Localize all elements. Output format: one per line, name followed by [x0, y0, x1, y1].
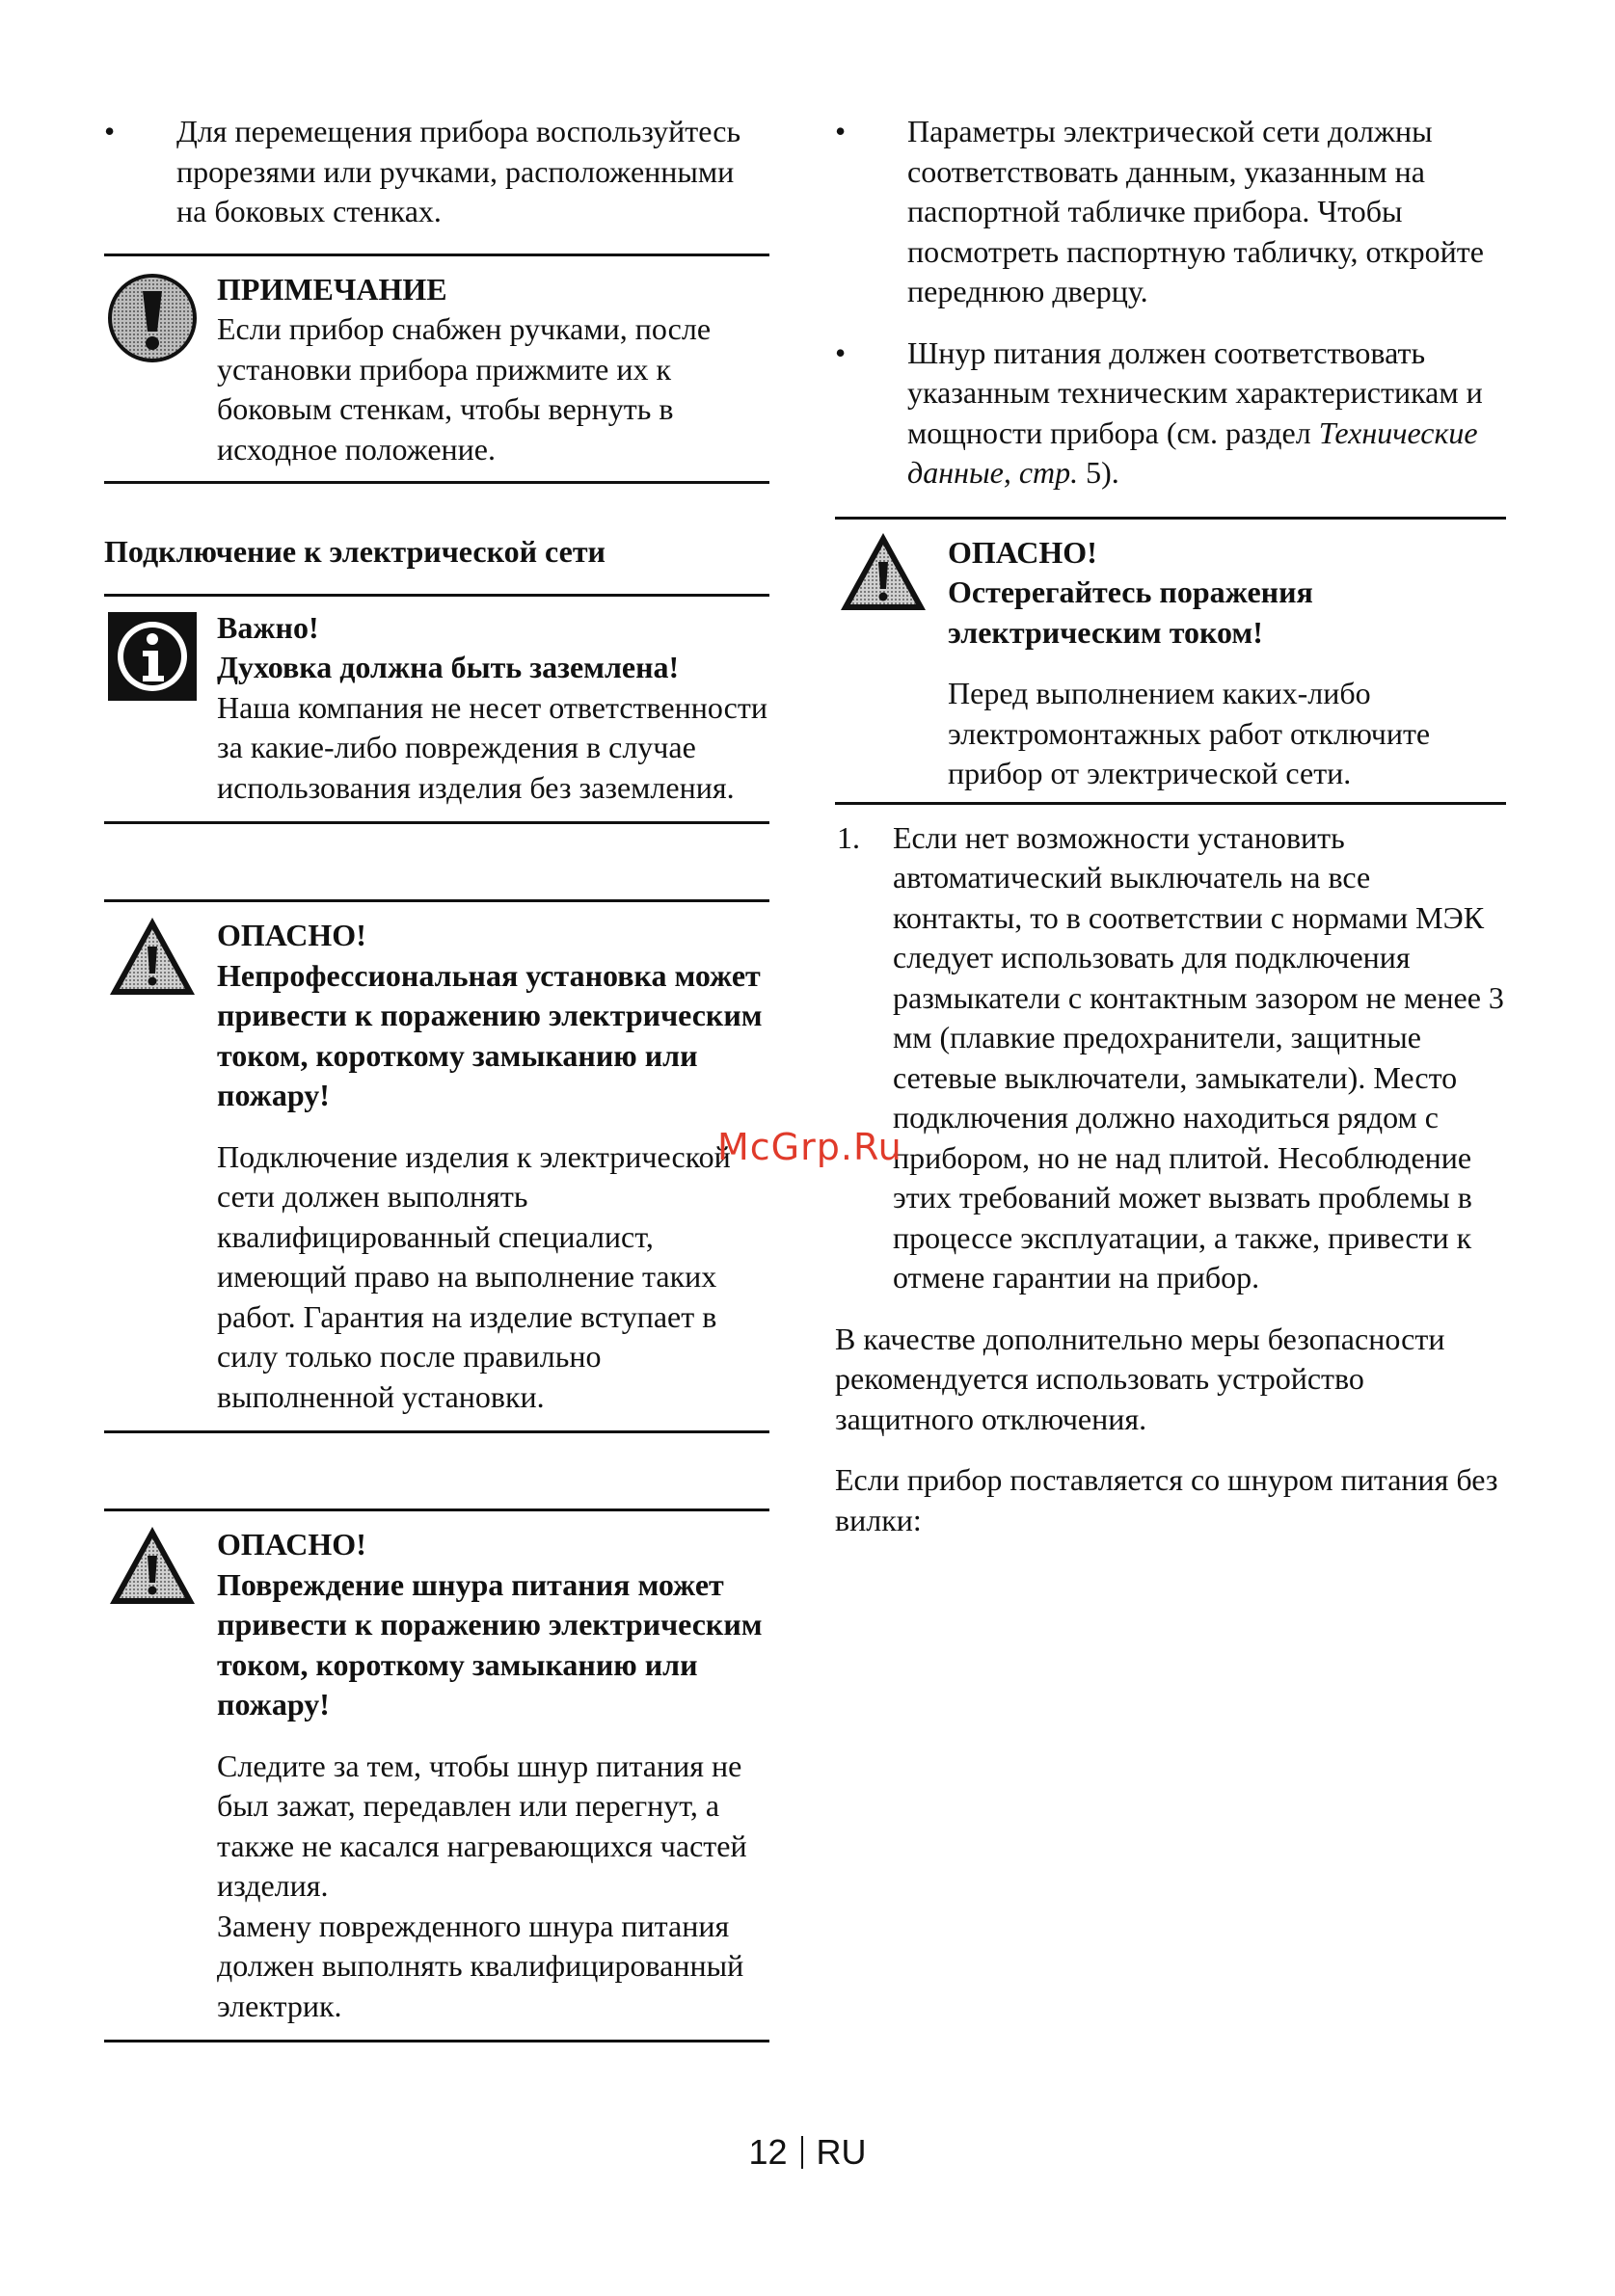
bullet-marker: • [835, 334, 847, 370]
danger-title: ОПАСНО! [948, 534, 1097, 570]
note-box [104, 254, 769, 485]
bullet-text: Параметры электрической сети должны соответствовать данным, указанным на паспортной табличке прибора. Чтобы посмотреть паспортную табличку, откройте переднюю дверцу. [907, 114, 1484, 308]
bullet-item [104, 112, 769, 232]
right-column [835, 112, 1506, 1540]
danger-box-1 [104, 899, 769, 1433]
bullet-text [907, 334, 1506, 494]
danger-bold: Остерегайтесь поражения электрическим током! [948, 574, 1313, 650]
note-title: ПРИМЕЧАНИЕ [217, 271, 447, 307]
danger-box-2 [104, 1508, 769, 2042]
danger-text: Подключение изделия к электрической сети должен выполнять квалифицированный специалист, имеющий право на выполнение таких работ. Гарантия на изделие вступает в силу только после правильно выполненной установки. [217, 1138, 731, 1414]
left-column [104, 112, 769, 2042]
warning-triangle-icon [837, 529, 929, 622]
language-code: RU [816, 2132, 867, 2172]
danger-text-2: Замену поврежденного шнура питания должен выполнять квалифицированный электрик. [217, 1908, 744, 2023]
step-text: Если нет возможности установить автоматический выключатель на все контакты, то в соответствии с нормами МЭК следует использовать для подключения размыкатели с контактным зазором не менее 3 мм (плавкие предохранители, защитные сетевые выключатели, замыкатели). Место подключения должно находиться рядом с прибором, но не над плитой. Несоблюдение этих требований может вызвать проблемы в процессе эксплуатации, а также, привести к отмене гарантии на прибор. [893, 819, 1504, 1295]
danger-bold: Непрофессиональная установка может привести к поражению электрическим током, короткому замыканию или пожару! [217, 957, 763, 1112]
important-bold: Духовка должна быть заземлена! [217, 650, 680, 684]
section-reference-link[interactable]: Технические данные, стр. [907, 414, 1478, 490]
danger-box-3 [835, 517, 1506, 805]
bullet-text-tail: 5). [1078, 455, 1119, 490]
watermark: McGrp.Ru [717, 1126, 902, 1168]
bullet-text: Для перемещения прибора воспользуйтесь прорезями или ручками, расположенными на боковых стенках. [176, 114, 741, 228]
numbered-step [835, 818, 1506, 1298]
section-title: Подключение к электрической сети [104, 534, 606, 569]
note-text: Если прибор снабжен ручками, после установки прибора прижмите их к боковым стенкам, чтобы вернуть в исходное положение. [217, 311, 712, 467]
footer-separator [801, 2136, 803, 2169]
bullet-item [835, 112, 1506, 312]
bullet-item [835, 334, 1506, 494]
warning-triangle-icon [106, 1523, 199, 1615]
paragraph: В качестве дополнительно меры безопасности рекомендуется использовать устройство защитного отключения. [835, 1321, 1445, 1436]
important-box [104, 594, 769, 825]
exclamation-circle-icon [106, 272, 199, 364]
page-footer [0, 2132, 1615, 2173]
danger-text: Перед выполнением каких-либо электромонтажных работ отключите прибор от электрической сети. [948, 676, 1431, 790]
step-number: 1. [837, 819, 860, 855]
important-text: Наша компания не несет ответственности за какие-либо повреждения в случае использования изделия без заземления. [217, 689, 767, 805]
paragraph: Если прибор поставляется со шнуром питания без вилки: [835, 1462, 1498, 1537]
danger-title: ОПАСНО! [217, 918, 366, 952]
danger-title: ОПАСНО! [217, 1527, 366, 1562]
important-title: Важно! [217, 609, 319, 645]
page-number: 12 [748, 2132, 788, 2172]
info-icon [106, 610, 199, 703]
danger-bold: Повреждение шнура питания может привести к поражению электрическим током, короткому замыканию или пожару! [217, 1566, 763, 1722]
bullet-marker: • [104, 114, 116, 148]
warning-triangle-icon [106, 914, 199, 1006]
danger-text: Следите за тем, чтобы шнур питания не был зажат, передавлен или перегнут, а также не касался нагревающихся частей изделия. [217, 1748, 747, 1903]
bullet-text-main: Шнур питания должен соответствовать указанным техническим характеристикам и мощности прибора (см. раздел [907, 334, 1483, 450]
bullet-marker: • [835, 114, 847, 148]
